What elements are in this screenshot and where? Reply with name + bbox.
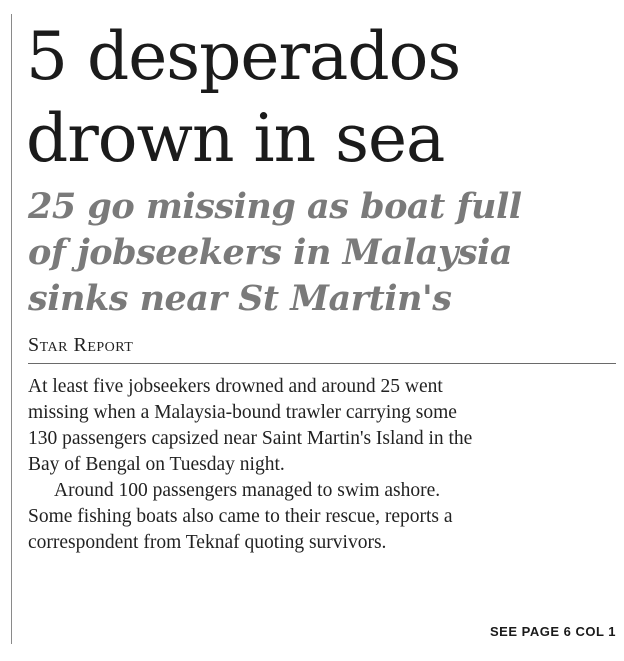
paragraph-1 bbox=[28, 374, 618, 478]
subheadline-line-2: of jobseekers in Malaysia bbox=[28, 232, 512, 273]
body-line: Around 100 passengers managed to swim ashore. bbox=[54, 480, 441, 501]
article-body bbox=[28, 374, 618, 556]
body-line: correspondent from Teknaf quoting survivors. bbox=[28, 532, 387, 553]
headline-line-1: 5 desperados bbox=[26, 18, 461, 95]
continued-on-page-reference: SEE PAGE 6 COL 1 bbox=[489, 624, 616, 639]
body-line: Some fishing boats also came to their rescue, reports a bbox=[28, 506, 453, 527]
body-line: Bay of Bengal on Tuesday night. bbox=[28, 454, 285, 475]
subheadline-line-3: sinks near St Martin's bbox=[28, 278, 452, 319]
body-line: 130 passengers capsized near Saint Martin's Island in the bbox=[28, 428, 473, 449]
subheadline-line-1: 25 go missing as boat full bbox=[28, 186, 522, 227]
column-divider bbox=[11, 14, 12, 644]
headline bbox=[26, 16, 616, 180]
body-line: At least five jobseekers drowned and around 25 went bbox=[28, 376, 443, 397]
subheadline bbox=[28, 184, 616, 322]
headline-line-2: drown in sea bbox=[26, 100, 445, 177]
body-line: missing when a Malaysia-bound trawler carrying some bbox=[28, 402, 457, 423]
byline: Star Report bbox=[28, 334, 616, 364]
paragraph-2 bbox=[28, 478, 618, 556]
news-article bbox=[26, 16, 616, 556]
